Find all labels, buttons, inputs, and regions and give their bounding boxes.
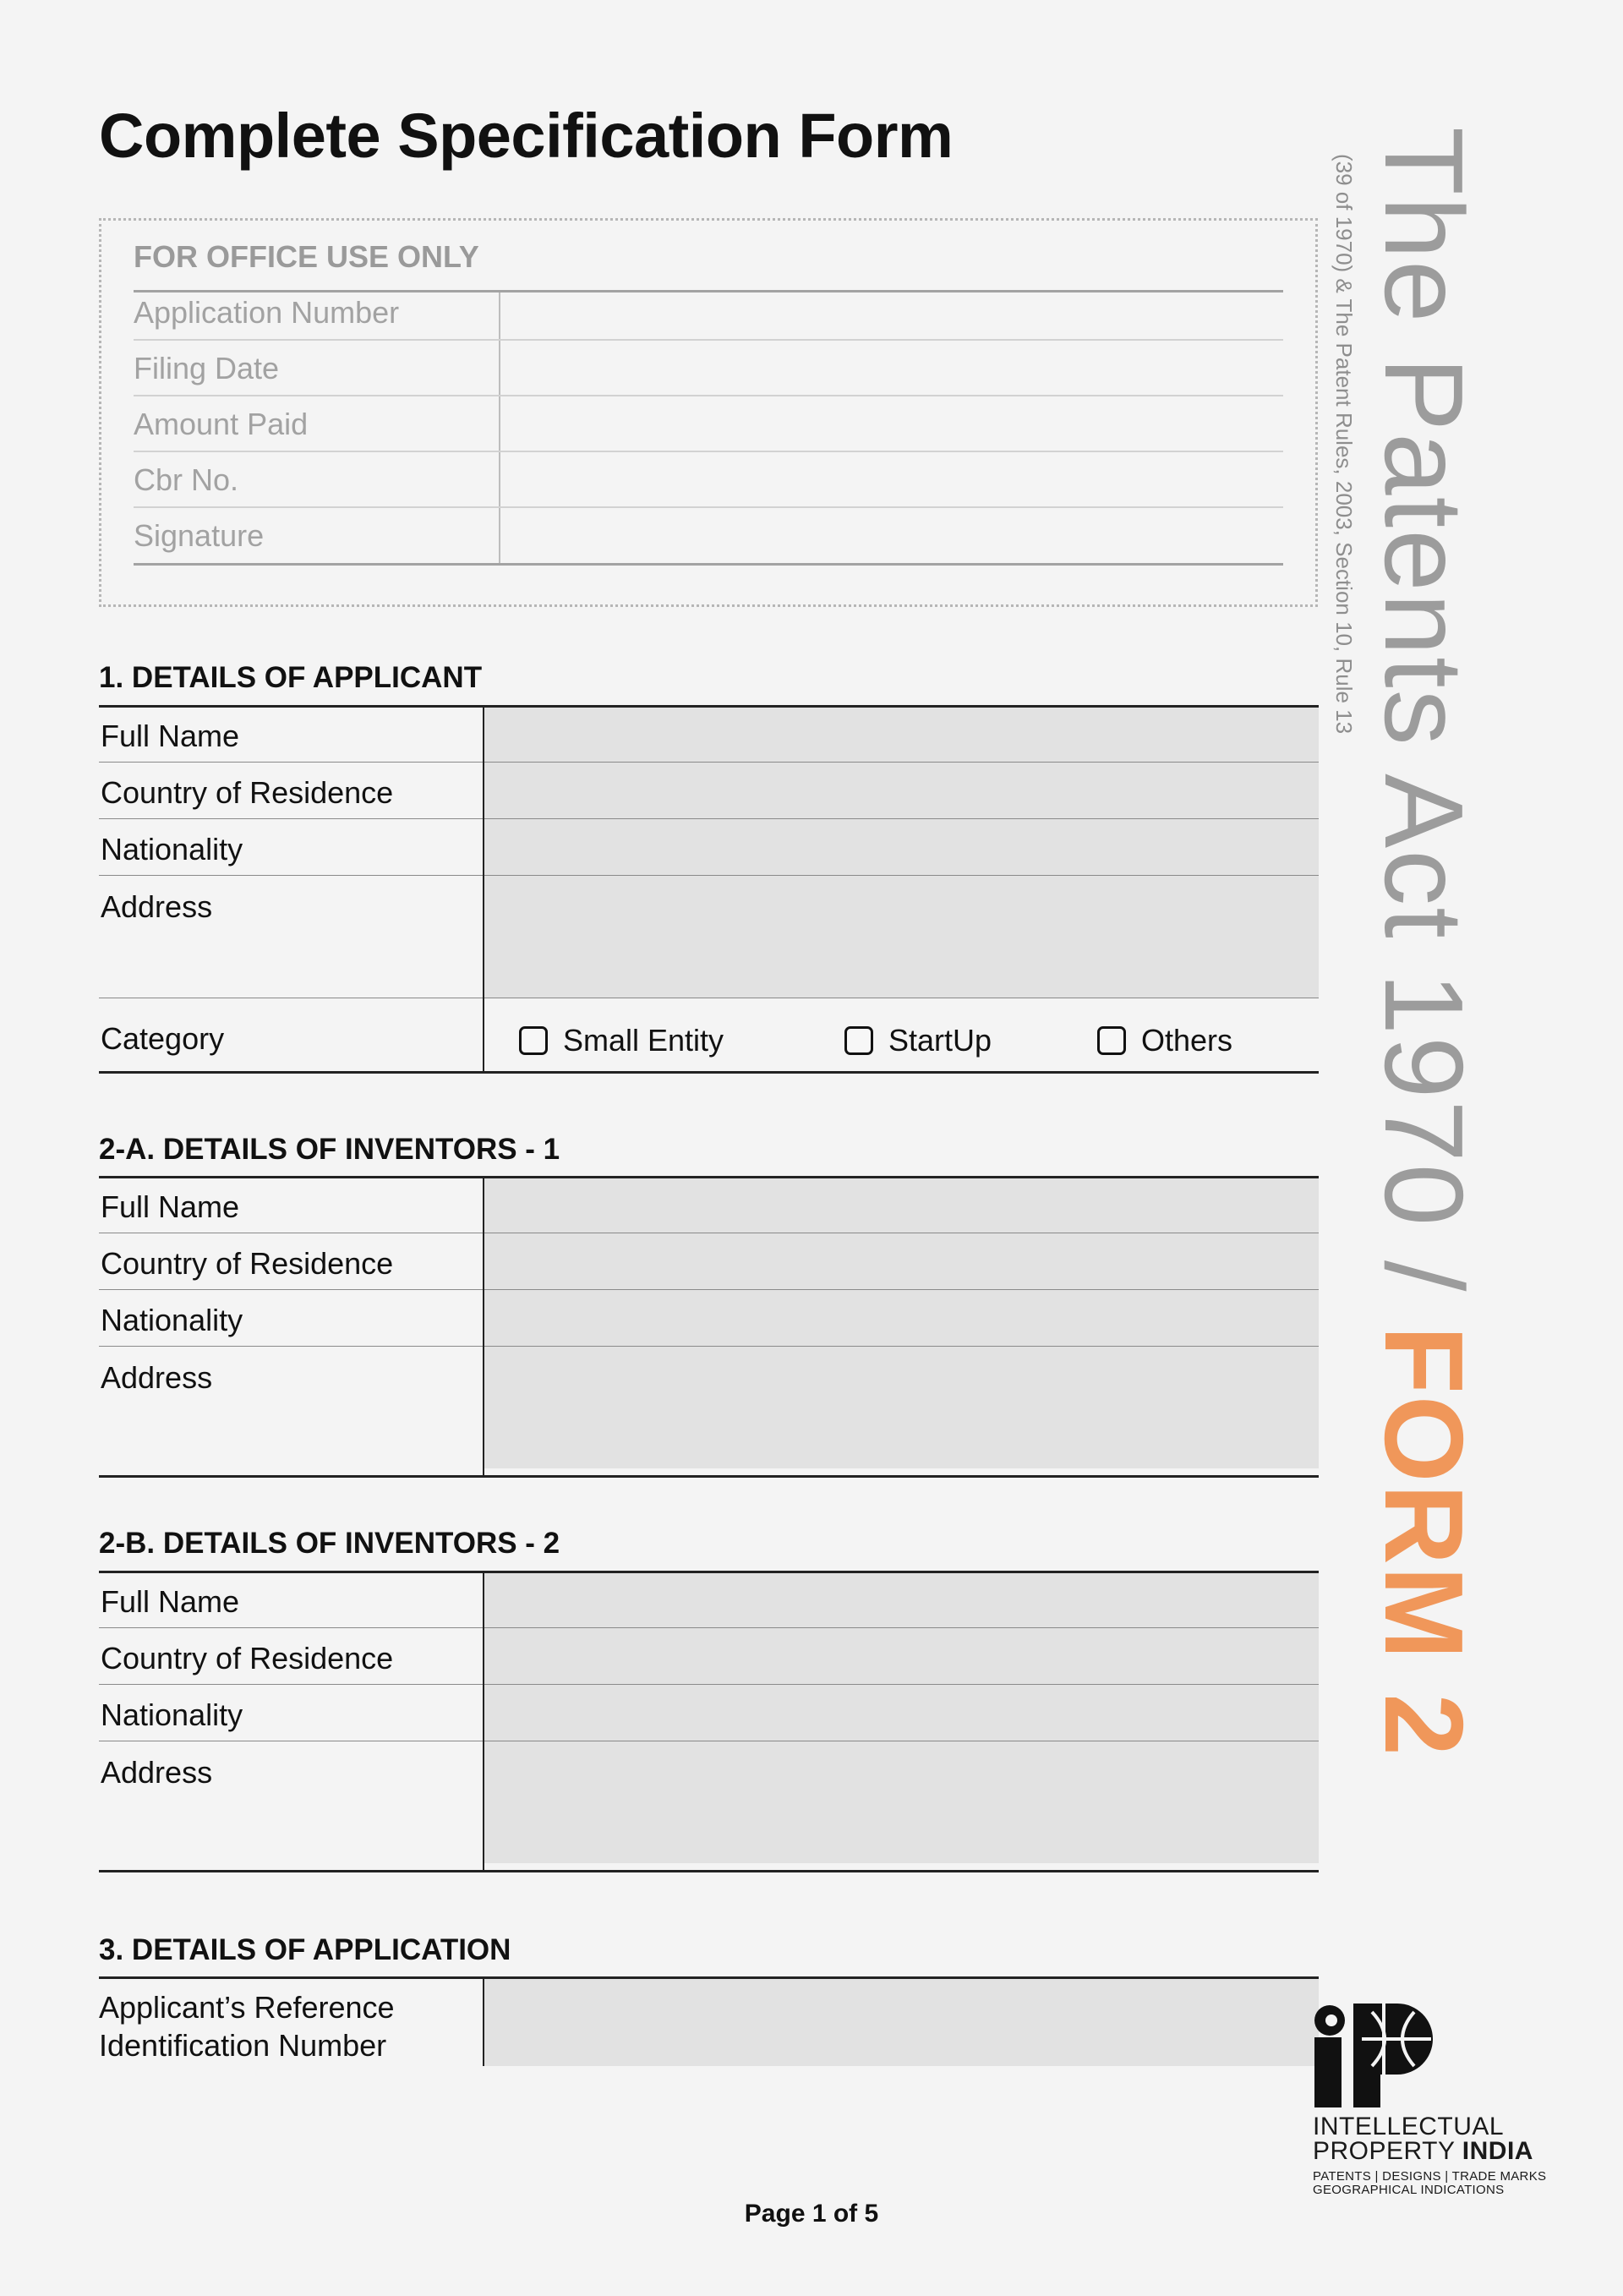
- logo-text-property-india: [1313, 2137, 1533, 2166]
- checkbox-box[interactable]: [519, 1026, 548, 1055]
- inventor2-address-label: Address: [101, 1755, 213, 1790]
- logo-text-categories: PATENTS | DESIGNS | TRADE MARKS: [1313, 2169, 1547, 2184]
- inventor1-full-name-field[interactable]: [484, 1176, 1319, 1233]
- inventor2-full-name-label: Full Name: [101, 1584, 240, 1619]
- inventor2-country-label: Country of Residence: [101, 1641, 394, 1676]
- page-number: Page 1 of 5: [744, 2200, 879, 2228]
- logo-text-property: PROPERTY: [1313, 2137, 1462, 2165]
- category-startup-checkbox[interactable]: [844, 1023, 992, 1058]
- inventor2-address-field[interactable]: [484, 1741, 1319, 1863]
- office-rule-bottom: [134, 563, 1283, 566]
- inventor1-nationality-label: Nationality: [101, 1303, 243, 1337]
- inventor1-address-label: Address: [101, 1360, 213, 1395]
- checkbox-label: StartUp: [888, 1023, 992, 1058]
- section-inventor1-heading: 2-A. DETAILS OF INVENTORS - 1: [99, 1133, 560, 1166]
- table-rule: [99, 1475, 1319, 1478]
- office-rule-top: [134, 290, 1283, 292]
- table-divider: [483, 705, 484, 1074]
- table-divider: [483, 1571, 484, 1872]
- applicant-address-label: Address: [101, 889, 213, 924]
- category-small-entity-checkbox[interactable]: [519, 1023, 724, 1058]
- inventor1-table: [99, 1176, 1319, 1478]
- form-number: FORM 2: [1362, 1326, 1486, 1758]
- inventor1-country-field[interactable]: [484, 1233, 1319, 1289]
- act-name: The Patents Act 1970 /: [1362, 127, 1486, 1326]
- section-applicant-heading: 1. DETAILS OF APPLICANT: [99, 661, 483, 694]
- table-line: [99, 762, 1319, 763]
- ip-india-logo-icon: [1313, 2002, 1440, 2107]
- section-application-heading: 3. DETAILS OF APPLICATION: [99, 1933, 511, 1966]
- checkbox-box[interactable]: [844, 1026, 873, 1055]
- reference-label-line1: Applicant’s Reference: [99, 1990, 395, 2025]
- reference-label-line2: Identification Number: [99, 2028, 387, 2063]
- applicant-category-label: Category: [101, 1021, 225, 1056]
- office-label-signature: Signature: [134, 518, 265, 553]
- table-rule: [99, 1176, 1319, 1178]
- table-rule: [99, 705, 1319, 708]
- office-line: [134, 506, 1283, 508]
- act-vertical-subtitle: (39 of 1970) & The Patent Rules, 2003, Section 10, Rule 13: [1331, 154, 1357, 735]
- office-use-heading: FOR OFFICE USE ONLY: [134, 239, 479, 274]
- office-line: [134, 395, 1283, 396]
- office-use-box: [99, 218, 1318, 607]
- table-rule: [99, 1571, 1319, 1573]
- reference-number-field[interactable]: [484, 1976, 1319, 2066]
- table-line: [99, 818, 1319, 819]
- table-line: [99, 1684, 1319, 1685]
- office-label-cbr-no: Cbr No.: [134, 462, 239, 497]
- applicant-nationality-label: Nationality: [101, 832, 243, 866]
- inventor2-nationality-label: Nationality: [101, 1697, 243, 1732]
- table-line: [99, 1346, 1319, 1347]
- table-line: [99, 875, 1319, 876]
- inventor2-full-name-field[interactable]: [484, 1571, 1319, 1627]
- inventor1-country-label: Country of Residence: [101, 1246, 394, 1281]
- table-rule: [99, 1071, 1319, 1074]
- logo-text-intellectual: INTELLECTUAL: [1313, 2113, 1505, 2140]
- page-title: Complete Specification Form: [99, 101, 954, 171]
- table-rule: [99, 1870, 1319, 1872]
- applicant-nationality-field[interactable]: [484, 819, 1319, 875]
- inventor1-full-name-label: Full Name: [101, 1189, 240, 1224]
- category-others-checkbox[interactable]: [1097, 1023, 1232, 1058]
- office-label-filing-date: Filing Date: [134, 351, 280, 385]
- logo-text-india: INDIA: [1462, 2137, 1533, 2165]
- applicant-full-name-field[interactable]: [484, 705, 1319, 762]
- table-rule: [99, 1976, 1319, 1979]
- inventor1-nationality-field[interactable]: [484, 1290, 1319, 1346]
- office-line: [134, 451, 1283, 452]
- applicant-country-field[interactable]: [484, 763, 1319, 818]
- office-line: [134, 339, 1283, 341]
- table-line: [99, 1627, 1319, 1628]
- inventor2-country-field[interactable]: [484, 1628, 1319, 1684]
- applicant-full-name-label: Full Name: [101, 719, 240, 753]
- inventor2-nationality-field[interactable]: [484, 1685, 1319, 1741]
- section-inventor2-heading: 2-B. DETAILS OF INVENTORS - 2: [99, 1527, 560, 1560]
- applicant-address-field[interactable]: [484, 876, 1319, 998]
- application-table: [99, 1976, 1319, 2066]
- checkbox-label: Others: [1141, 1023, 1233, 1058]
- office-divider: [499, 292, 500, 565]
- logo-text-geographical: GEOGRAPHICAL INDICATIONS: [1313, 2183, 1505, 2197]
- act-vertical-title: [1360, 127, 1488, 1758]
- inventor1-address-field[interactable]: [484, 1347, 1319, 1468]
- inventor2-table: [99, 1571, 1319, 1872]
- office-label-application-number: Application Number: [134, 295, 400, 330]
- office-label-amount-paid: Amount Paid: [134, 407, 309, 441]
- applicant-country-label: Country of Residence: [101, 775, 394, 810]
- table-line: [99, 1289, 1319, 1290]
- table-divider: [483, 1976, 484, 2066]
- checkbox-box[interactable]: [1097, 1026, 1126, 1055]
- applicant-table: [99, 705, 1319, 1074]
- checkbox-label: Small Entity: [563, 1023, 724, 1058]
- table-divider: [483, 1176, 484, 1478]
